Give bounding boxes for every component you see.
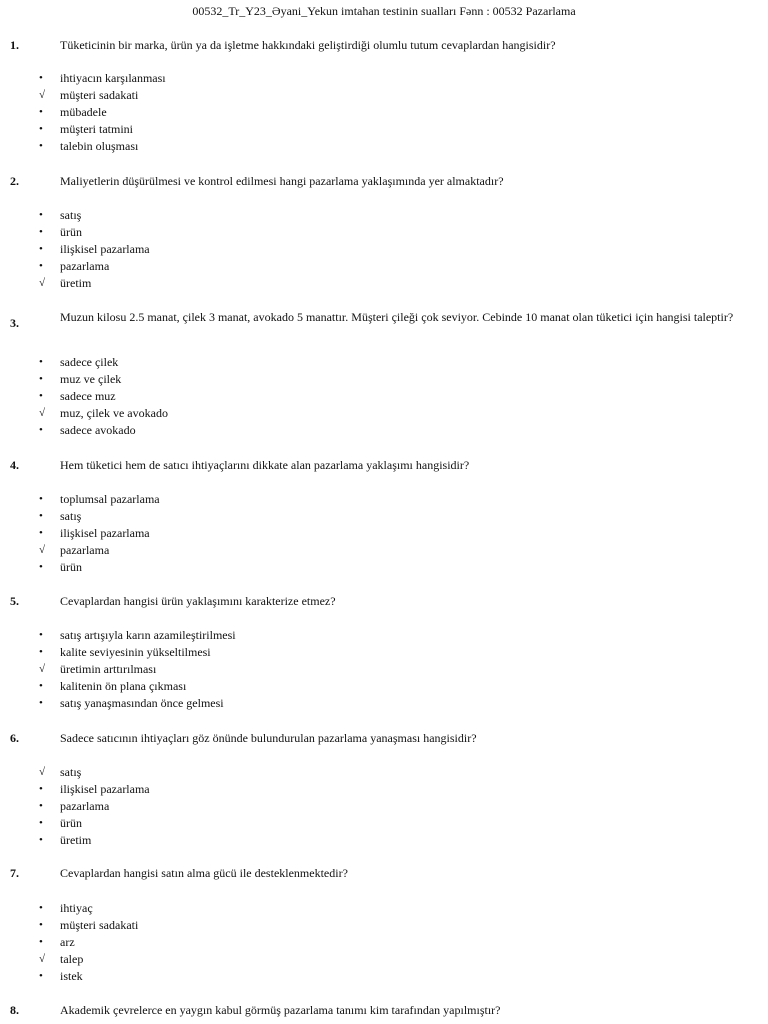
bullet-icon: • — [39, 817, 43, 829]
bullet-icon: • — [39, 697, 43, 709]
bullet-icon: • — [39, 424, 43, 436]
bullet-icon: • — [39, 561, 43, 573]
question-text: Maliyetlerin düşürülmesi ve kontrol edilmesi hangi pazarlama yaklaşımında yer almaktadır? — [60, 174, 504, 188]
question-text: Tüketicinin bir marka, ürün ya da işletme hakkındaki geliştirdiği olumlu tutum cevaplardan hangisidir? — [60, 38, 556, 52]
answer-text: ihtiyacın karşılanması — [60, 71, 166, 85]
question-number: 3. — [10, 316, 19, 330]
question-number: 7. — [10, 866, 19, 880]
answer-text: talep — [60, 952, 84, 966]
answer-text: istek — [60, 969, 83, 983]
bullet-icon: • — [39, 919, 43, 931]
check-icon: √ — [39, 663, 46, 675]
answer-text: ürün — [60, 560, 82, 574]
answer-text: satış artışıyla karın azamileştirilmesi — [60, 628, 236, 642]
answer-text: satış — [60, 765, 82, 779]
bullet-icon: • — [39, 106, 43, 118]
answer-text: ilişkisel pazarlama — [60, 782, 150, 796]
bullet-icon: • — [39, 902, 43, 914]
bullet-icon: • — [39, 260, 43, 272]
header-title: 00532_Tr_Y23_Əyani_Yekun imtahan testinin sualları Fənn : 00532 Pazarlama — [192, 4, 576, 18]
answer-text: talebin oluşması — [60, 139, 139, 153]
answer-text: üretim — [60, 833, 92, 847]
question-number: 2. — [10, 174, 19, 188]
page-header — [0, 4, 768, 18]
bullet-icon: • — [39, 140, 43, 152]
answer-text: müşteri sadakati — [60, 88, 139, 102]
question-text: Akademik çevrelerce en yaygın kabul görmüş pazarlama tanımı kim tarafından yapılmıştır? — [60, 1003, 501, 1017]
bullet-icon: • — [39, 373, 43, 385]
bullet-icon: • — [39, 493, 43, 505]
check-icon: √ — [39, 766, 46, 778]
question-number: 8. — [10, 1003, 19, 1017]
bullet-icon: • — [39, 390, 43, 402]
answer-text: sadece avokado — [60, 423, 136, 437]
answer-text: sadece çilek — [60, 355, 119, 369]
bullet-icon: • — [39, 226, 43, 238]
bullet-icon: • — [39, 834, 43, 846]
bullet-icon: • — [39, 936, 43, 948]
check-icon: √ — [39, 89, 46, 101]
bullet-icon: • — [39, 680, 43, 692]
check-icon: √ — [39, 407, 46, 419]
question-text: Muzun kilosu 2.5 manat, çilek 3 manat, avokado 5 manattır. Müşteri çileği çok seviyor. Cebinde 10 manat olan tüketici için hangisi taleptir? — [60, 310, 734, 324]
bullet-icon: • — [39, 783, 43, 795]
answer-text: satış yanaşmasından önce gelmesi — [60, 696, 224, 710]
bullet-icon: • — [39, 527, 43, 539]
bullet-icon: • — [39, 510, 43, 522]
answer-text: pazarlama — [60, 543, 110, 557]
answer-text: müşteri sadakati — [60, 918, 139, 932]
answer-text: mübadele — [60, 105, 107, 119]
question-number: 4. — [10, 458, 19, 472]
bullet-icon: • — [39, 243, 43, 255]
question-text: Sadece satıcının ihtiyaçları göz önünde bulundurulan pazarlama yanaşması hangisidir? — [60, 731, 477, 745]
answer-text: ürün — [60, 225, 82, 239]
answer-text: muz ve çilek — [60, 372, 122, 386]
answer-text: ürün — [60, 816, 82, 830]
answer-text: satış — [60, 208, 82, 222]
question-text: Hem tüketici hem de satıcı ihtiyaçlarını dikkate alan pazarlama yaklaşımı hangisidir? — [60, 458, 470, 472]
bullet-icon: • — [39, 72, 43, 84]
bullet-icon: • — [39, 970, 43, 982]
answer-text: ilişkisel pazarlama — [60, 242, 150, 256]
answer-text: ilişkisel pazarlama — [60, 526, 150, 540]
bullet-icon: • — [39, 209, 43, 221]
answer-text: muz, çilek ve avokado — [60, 406, 168, 420]
answer-text: üretim — [60, 276, 92, 290]
answer-text: satış — [60, 509, 82, 523]
question-text: Cevaplardan hangisi ürün yaklaşımını karakterize etmez? — [60, 594, 336, 608]
check-icon: √ — [39, 544, 46, 556]
bullet-icon: • — [39, 356, 43, 368]
answer-text: kalitenin ön plana çıkması — [60, 679, 187, 693]
question-number: 6. — [10, 731, 19, 745]
answer-text: pazarlama — [60, 259, 110, 273]
question-number: 1. — [10, 38, 19, 52]
question-text: Cevaplardan hangisi satın alma gücü ile desteklenmektedir? — [60, 866, 348, 880]
answer-text: toplumsal pazarlama — [60, 492, 160, 506]
check-icon: √ — [39, 277, 46, 289]
bullet-icon: • — [39, 800, 43, 812]
check-icon: √ — [39, 953, 46, 965]
answer-text: kalite seviyesinin yükseltilmesi — [60, 645, 211, 659]
answer-text: pazarlama — [60, 799, 110, 813]
bullet-icon: • — [39, 629, 43, 641]
answer-text: arz — [60, 935, 75, 949]
bullet-icon: • — [39, 123, 43, 135]
bullet-icon: • — [39, 646, 43, 658]
answer-text: sadece muz — [60, 389, 116, 403]
answer-text: müşteri tatmini — [60, 122, 133, 136]
answer-text: ihtiyaç — [60, 901, 93, 915]
answer-text: üretimin arttırılması — [60, 662, 157, 676]
question-number: 5. — [10, 594, 19, 608]
